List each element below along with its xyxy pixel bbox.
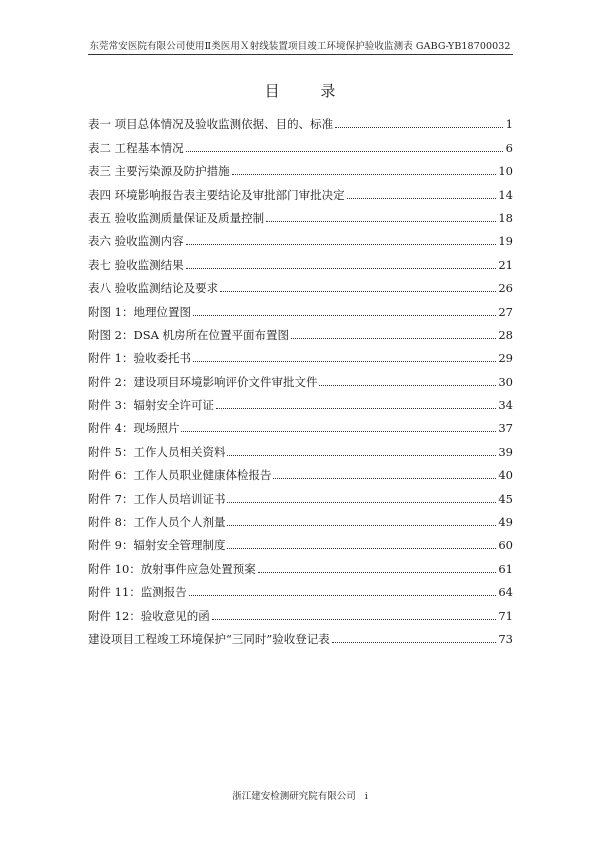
toc-entry-label: 表二 工程基本情况 [88, 140, 184, 155]
toc-entry-page: 1 [505, 117, 513, 132]
toc-entry[interactable] [88, 576, 513, 599]
toc-entry-page: 61 [498, 561, 513, 576]
toc-entry[interactable] [88, 155, 513, 178]
page-footer [0, 788, 600, 802]
toc-entry-label: 附图 2：DSA 机房所在位置平面布置图 [88, 327, 290, 342]
toc-title: 目 录 [264, 82, 354, 100]
toc-entry-page: 10 [498, 164, 513, 179]
toc-entry[interactable] [88, 248, 513, 271]
toc-entry-label: 附件 3：辐射安全许可证 [88, 398, 214, 413]
toc-entry[interactable] [88, 435, 513, 458]
toc-entry[interactable] [88, 108, 513, 131]
toc-entry[interactable] [88, 459, 513, 482]
toc-entry[interactable] [88, 623, 513, 646]
toc-entry-page: 34 [498, 398, 513, 413]
dot-leader [319, 385, 496, 386]
toc-entry-label: 表三 主要污染源及防护措施 [88, 164, 230, 179]
toc-entry-page: 29 [498, 351, 513, 366]
toc-entry[interactable] [88, 342, 513, 365]
toc-entry-label: 附件 5：工作人员相关资料 [88, 444, 226, 459]
toc-entry-page: 18 [498, 210, 513, 225]
toc-entry-page: 26 [498, 281, 513, 296]
toc-entry-page: 60 [498, 538, 513, 553]
toc-entry-label: 附件 6：工作人员职业健康体检报告 [88, 468, 272, 483]
toc-entry-page: 14 [498, 187, 513, 202]
toc-entry-page: 45 [498, 491, 513, 506]
dot-leader [186, 151, 503, 152]
toc-entry-label: 表五 验收监测质量保证及质量控制 [88, 210, 265, 225]
dot-leader [227, 502, 496, 503]
footer-organization: 浙江建安检测研究院有限公司 [232, 791, 356, 802]
toc-entry[interactable] [88, 295, 513, 318]
dot-leader [273, 478, 496, 479]
dot-leader [332, 642, 497, 643]
toc-entry-label: 表一 项目总体情况及验收监测依据、目的、标准 [88, 117, 334, 132]
toc-entry[interactable] [88, 131, 513, 154]
dot-leader [220, 291, 496, 292]
toc-entry-page: 73 [498, 631, 513, 646]
toc-entry-page: 6 [505, 140, 513, 155]
toc-entry-label: 附件 1：验收委托书 [88, 351, 191, 366]
dot-leader [258, 572, 497, 573]
toc-entry[interactable] [88, 529, 513, 552]
toc-entry-label: 附件 10：放射事件应急处置预案 [88, 561, 256, 576]
toc-entry[interactable] [88, 389, 513, 412]
toc-entry-page: 64 [498, 585, 513, 600]
dot-leader [266, 221, 496, 222]
toc-entry-label: 附件 9：辐射安全管理制度 [88, 538, 226, 553]
toc-entry[interactable] [88, 202, 513, 225]
toc-entry-page: 27 [498, 304, 513, 319]
toc-entry-label: 表八 验收监测结论及要求 [88, 281, 219, 296]
toc-entry-label: 表七 验收监测结果 [88, 257, 184, 272]
dot-leader [186, 268, 497, 269]
toc-entry-label: 附件 11：监测报告 [88, 585, 187, 600]
toc-entry-page: 19 [498, 234, 513, 249]
dot-leader [347, 198, 497, 199]
toc-entry-page: 28 [498, 327, 513, 342]
dot-leader [189, 595, 497, 596]
toc-entry-label: 附件 7：工作人员培训证书 [88, 491, 226, 506]
toc-entry-label: 建设项目工程竣工环境保护“三同时”验收登记表 [88, 631, 330, 646]
toc-entry[interactable] [88, 412, 513, 435]
footer-page-number: i [364, 791, 368, 802]
table-of-contents [88, 108, 513, 646]
toc-entry-label: 附件 4：现场照片 [88, 421, 180, 436]
toc-entry-label: 表四 环境影响报告表主要结论及审批部门审批决定 [88, 187, 345, 202]
toc-entry[interactable] [88, 178, 513, 201]
dot-leader [181, 431, 496, 432]
dot-leader [227, 525, 496, 526]
dot-leader [227, 548, 496, 549]
toc-entry-page: 21 [498, 257, 513, 272]
toc-entry[interactable] [88, 599, 513, 622]
toc-entry-label: 附件 12：验收意见的函 [88, 608, 210, 623]
toc-entry-page: 37 [498, 421, 513, 436]
toc-entry[interactable] [88, 225, 513, 248]
dot-leader [216, 408, 496, 409]
toc-entry[interactable] [88, 365, 513, 388]
dot-leader [232, 174, 497, 175]
dot-leader [186, 244, 497, 245]
header-divider [88, 54, 513, 55]
toc-entry[interactable] [88, 272, 513, 295]
toc-entry[interactable] [88, 319, 513, 342]
toc-entry-page: 49 [498, 515, 513, 530]
running-header: 东莞常安医院有限公司使用Ⅱ类医用Ｘ射线装置项目竣工环境保护验收监测表 GABG-YB18700032 [89, 41, 511, 52]
dot-leader [227, 455, 496, 456]
toc-entry-label: 附件 2：建设项目环境影响评价文件审批文件 [88, 374, 318, 389]
dot-leader [212, 619, 497, 620]
toc-entry-page: 71 [498, 608, 513, 623]
toc-entry-label: 附件 8：工作人员个人剂量 [88, 515, 226, 530]
dot-leader [193, 361, 496, 362]
dot-leader [335, 127, 503, 128]
toc-entry-page: 30 [498, 374, 513, 389]
toc-entry[interactable] [88, 482, 513, 505]
dot-leader [193, 315, 496, 316]
toc-entry-page: 40 [498, 468, 513, 483]
toc-entry[interactable] [88, 506, 513, 529]
toc-entry-page: 39 [498, 444, 513, 459]
toc-entry[interactable] [88, 552, 513, 575]
toc-entry-label: 附图 1：地理位置图 [88, 304, 191, 319]
toc-entry-label: 表六 验收监测内容 [88, 234, 184, 249]
dot-leader [291, 338, 496, 339]
